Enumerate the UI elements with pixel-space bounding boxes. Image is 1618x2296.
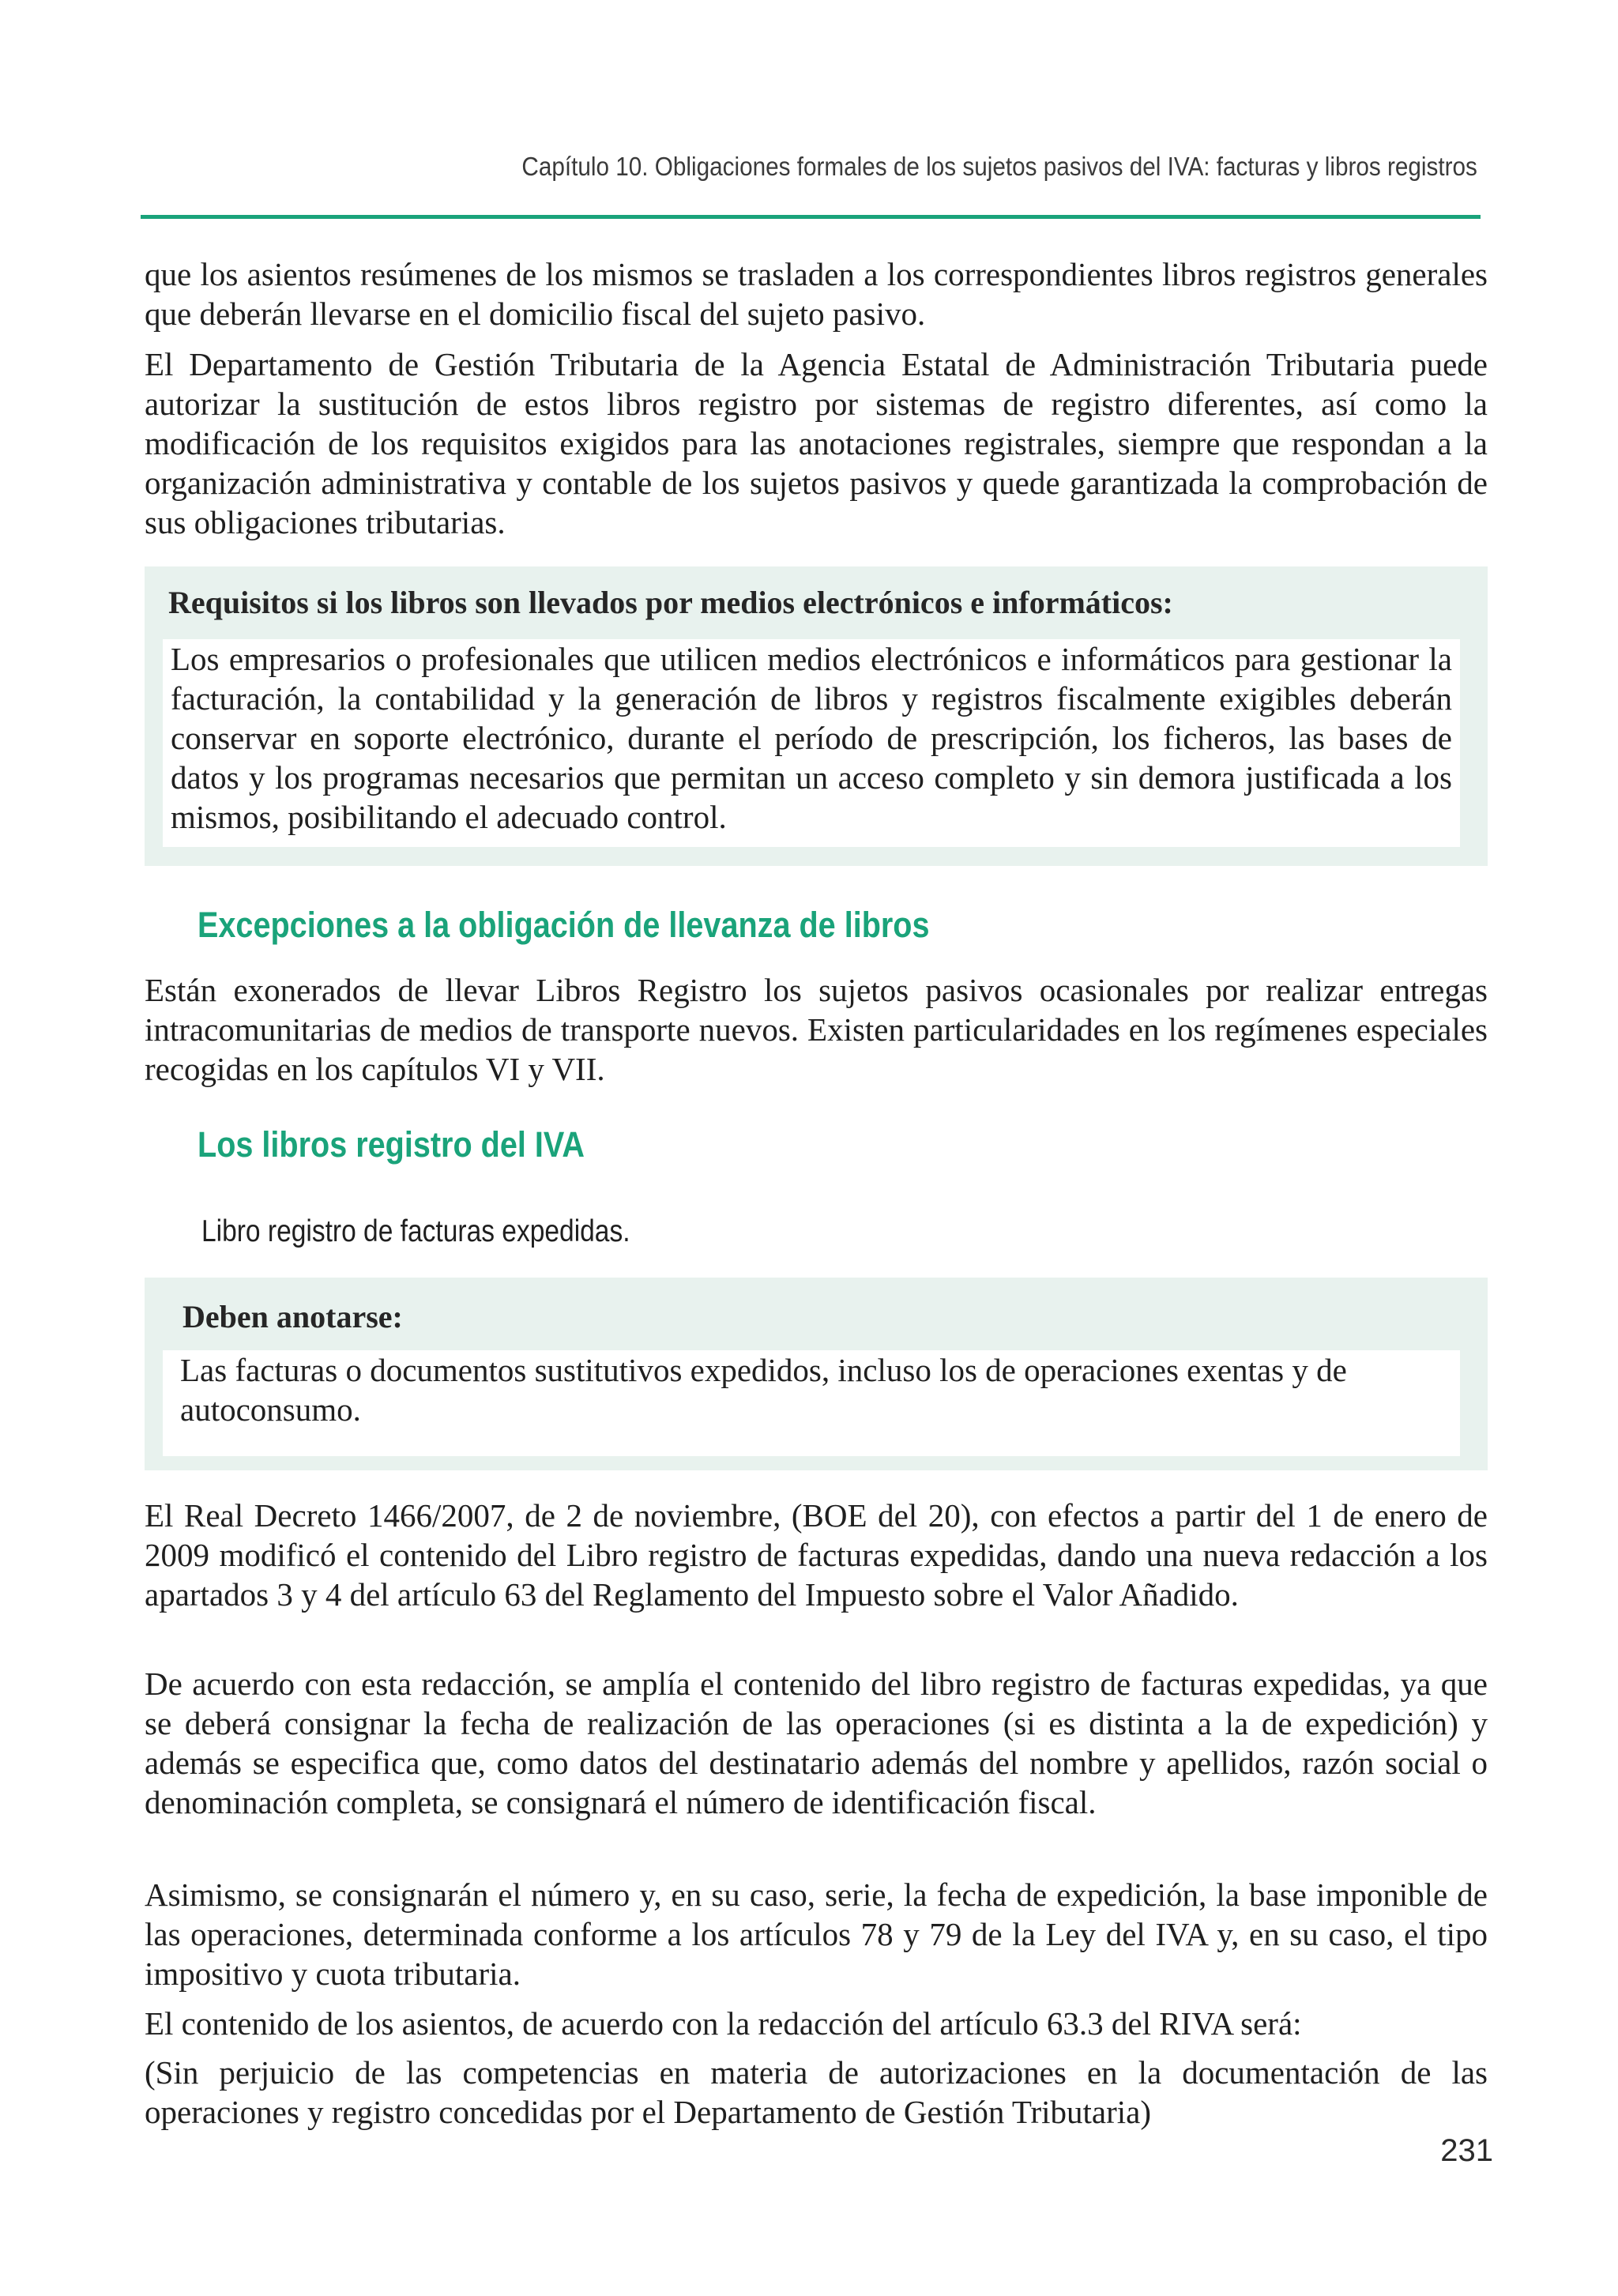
running-header: Capítulo 10. Obligaciones formales de los sujetos pasivos del IVA: facturas y libros registros [521, 152, 1477, 181]
paragraph-2: El Departamento de Gestión Tributaria de la Agencia Estatal de Administración Tributaria puede autorizar la sustitución de estos libros registro por sistemas de registro diferentes, así como la modificación de los requisitos exigidos para las anotaciones registrales, siempre que respondan a la organización administrativa y contable de los sujetos pasivos y quede garantizada la comprobación de sus obligaciones tributarias. [145, 346, 1488, 540]
paragraph-4: El Real Decreto 1466/2007, de 2 de noviembre, (BOE del 20), con efectos a partir del 1 de enero de 2009 modificó el contenido del Libro registro de facturas expedidas, dando una nueva redacción a los apartados 3 y 4 del artículo 63 del Reglamento del Impuesto sobre el Valor Añadido. [145, 1497, 1488, 1613]
paragraph-5: De acuerdo con esta redacción, se amplía el contenido del libro registro de facturas expedidas, ya que se deberá consignar la fecha de realización de las operaciones (si es distinta a la de expedición) y además se especifica que, como datos del destinatario además del nombre y apellidos, razón social o denominación completa, se consignará el número de identificación fiscal. [145, 1666, 1488, 1820]
deben-anotarse-box-title: Deben anotarse: [182, 1299, 403, 1334]
paragraph-6: Asimismo, se consignarán el número y, en su caso, serie, la fecha de expedición, la base imponible de las operaciones, determinada conforme a los artículos 78 y 79 de la Ley del IVA y, en su caso, el tipo impositivo y cuota tributaria. [145, 1876, 1488, 1992]
page-number: 231 [1440, 2133, 1493, 2168]
header-rule [141, 215, 1481, 219]
subsection-title-facturas-expedidas: Libro registro de facturas expedidas. [201, 1214, 630, 1248]
deben-anotarse-box [145, 1278, 1488, 1470]
deben-anotarse-box-body: Las facturas o documentos sustitutivos expedidos, incluso los de operaciones exentas y de autoconsumo. [163, 1350, 1460, 1456]
requisitos-box-title: Requisitos si los libros son llevados por medios electrónicos e informáticos: [168, 585, 1173, 620]
paragraph-8: (Sin perjuicio de las competencias en materia de autorizaciones en la documentación de las operaciones y registro concedidas por el Departamento de Gestión Tributaria) [145, 2054, 1488, 2130]
requisitos-box [145, 566, 1488, 866]
paragraph-7: El contenido de los asientos, de acuerdo con la redacción del artículo 63.3 del RIVA será: [145, 2005, 1302, 2042]
section-title-libros-registro: Los libros registro del IVA [198, 1124, 585, 1165]
paragraph-1: que los asientos resúmenes de los mismos se trasladen a los correspondientes libros registros generales que deberán llevarse en el domicilio fiscal del sujeto pasivo. [145, 256, 1488, 332]
paragraph-3: Están exonerados de llevar Libros Registro los sujetos pasivos ocasionales por realizar entregas intracomunitarias de medios de transporte nuevos. Existen particularidades en los regímenes especiales recogidas en los capítulos VI y VII. [145, 972, 1488, 1087]
requisitos-box-body: Los empresarios o profesionales que utilicen medios electrónicos e informáticos para gestionar la facturación, la contabilidad y la generación de libros y registros fiscalmente exigibles deberán conservar en soporte electrónico, durante el período de prescripción, los ficheros, las bases de datos y los programas necesarios que permitan un acceso completo y sin demora justificada a los mismos, posibilitando el adecuado control. [163, 639, 1460, 847]
section-title-excepciones: Excepciones a la obligación de llevanza de libros [198, 905, 930, 945]
